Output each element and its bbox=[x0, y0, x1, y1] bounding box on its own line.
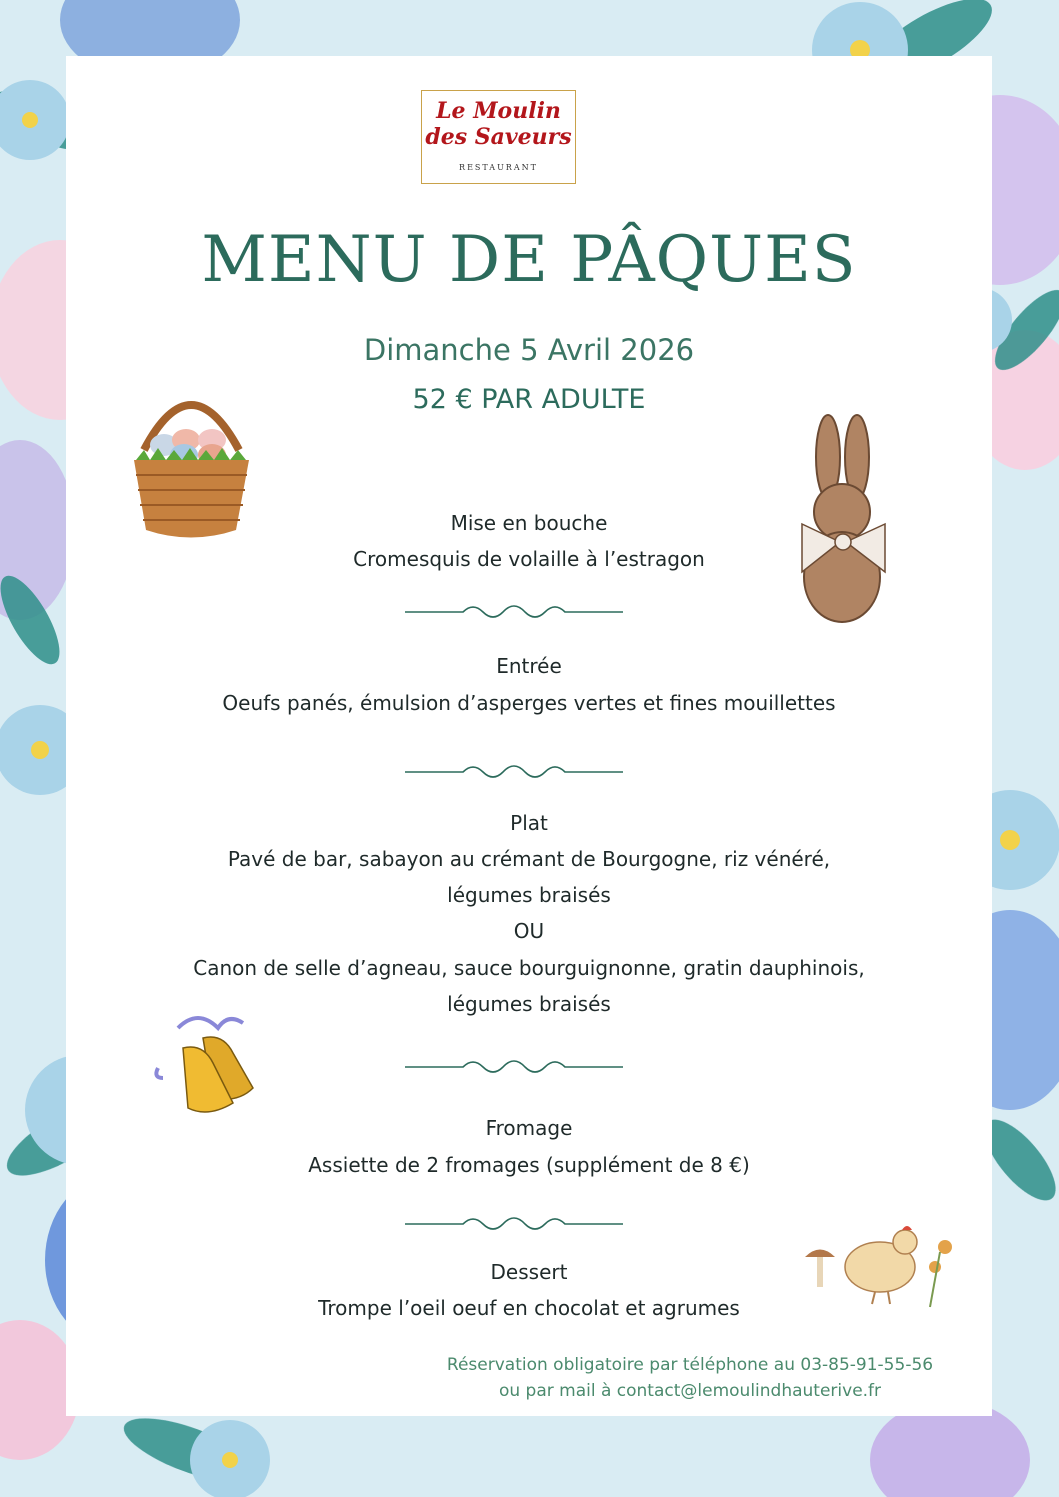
plat-option1-line1: Pavé de bar, sabayon au crémant de Bourgogne, riz vénéré, bbox=[227, 847, 831, 871]
fromage-dish: Assiette de 2 fromages (supplément de 8 €) bbox=[308, 1153, 750, 1177]
amuse-dish: Cromesquis de volaille à l’estragon bbox=[353, 547, 705, 571]
logo-line-3: RESTAURANT bbox=[459, 163, 538, 172]
amuse-heading: Mise en bouche bbox=[450, 511, 608, 535]
ornament-divider bbox=[403, 1055, 625, 1079]
plat-heading: Plat bbox=[510, 811, 548, 835]
entree-dish: Oeufs panés, émulsion d’asperges vertes et fines mouillettes bbox=[222, 691, 836, 715]
restaurant-logo bbox=[421, 90, 576, 184]
hen-mushroom-icon bbox=[800, 1212, 970, 1312]
ornament-divider bbox=[403, 760, 625, 784]
page-title: MENU DE PÂQUES bbox=[201, 223, 857, 297]
logo-line-1: Le Moulin bbox=[436, 98, 561, 124]
reservation-email: ou par mail à contact@lemoulindhauterive.fr bbox=[498, 1381, 882, 1401]
plat-option2-line1: Canon de selle d’agneau, sauce bourguignonne, gratin dauphinois, bbox=[193, 956, 865, 980]
menu-price: 52 € PAR ADULTE bbox=[412, 384, 646, 415]
dessert-dish: Trompe l’oeil oeuf en chocolat et agrumes bbox=[318, 1296, 740, 1320]
logo-line-2: des Saveurs bbox=[425, 124, 572, 150]
plat-or: OU bbox=[513, 919, 545, 943]
dessert-heading: Dessert bbox=[490, 1260, 568, 1284]
bells-icon bbox=[148, 1008, 263, 1118]
entree-heading: Entrée bbox=[496, 654, 562, 678]
menu-date: Dimanche 5 Avril 2026 bbox=[363, 333, 695, 367]
plat-option1-line2: légumes braisés bbox=[447, 883, 611, 907]
ornament-divider bbox=[403, 1212, 625, 1236]
fromage-heading: Fromage bbox=[485, 1116, 573, 1140]
reservation-phone: Réservation obligatoire par téléphone au 03-85-91-55-56 bbox=[446, 1355, 934, 1375]
plat-option2-line2: légumes braisés bbox=[447, 992, 611, 1016]
ornament-divider bbox=[403, 600, 625, 624]
